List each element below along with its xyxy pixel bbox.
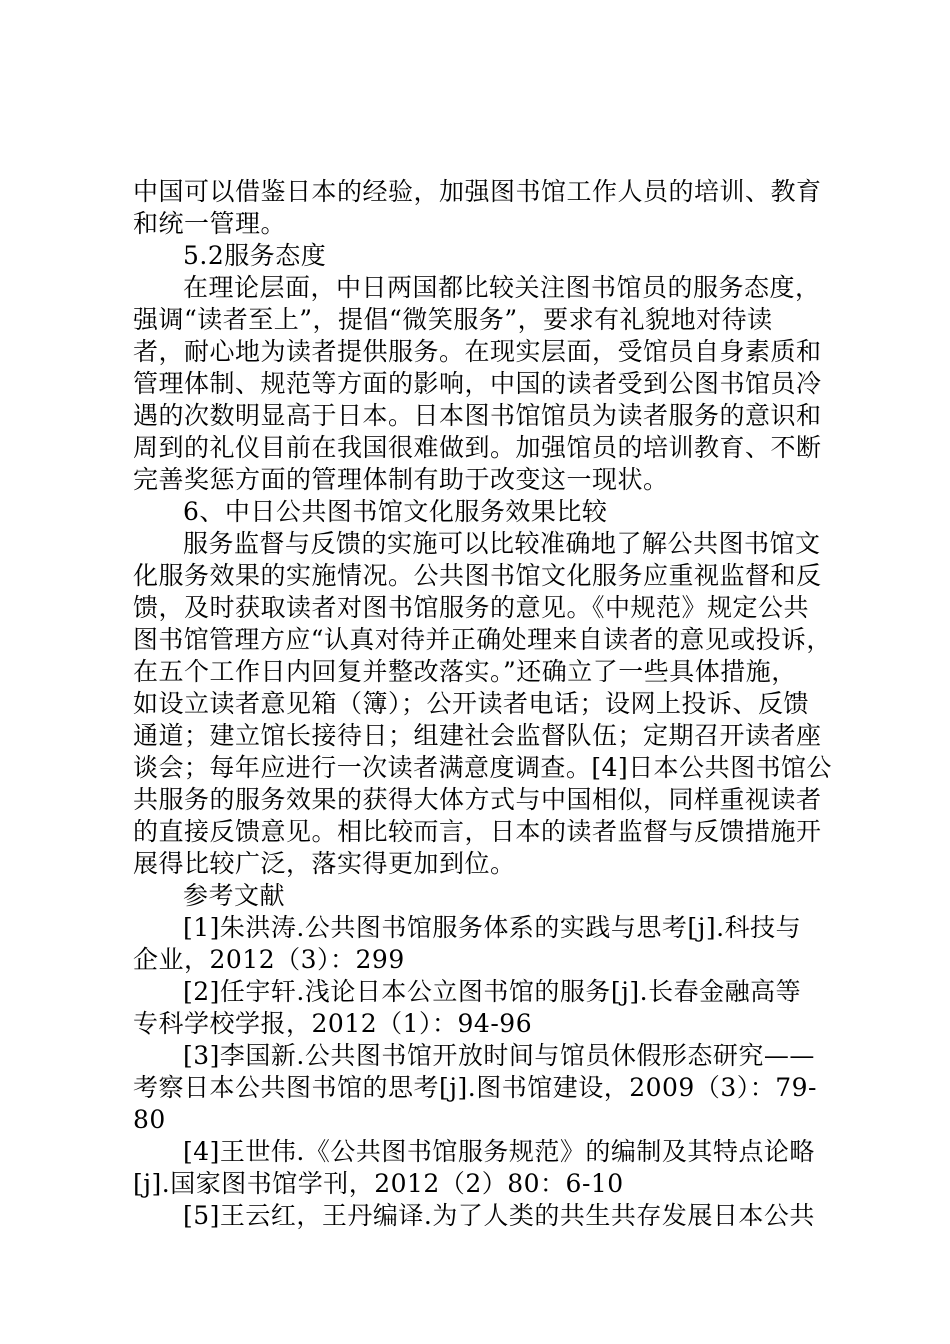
text-line: 和统一管理。 — [133, 209, 287, 238]
text-line: 服务监督与反馈的实施可以比较准确地了解公共图书馆文 — [183, 529, 821, 558]
text-line: 通道；建立馆长接待日；组建社会监督队伍；定期召开读者座 — [133, 721, 822, 750]
text-line: 者，耐心地为读者提供服务。在现实层面，受馆员自身素质和 — [133, 337, 822, 366]
text-line: 化服务效果的实施情况。公共图书馆文化服务应重视监督和反 — [133, 561, 822, 590]
section-heading: 5.2服务态度 — [183, 241, 327, 270]
references-heading: 参考文献 — [183, 881, 286, 910]
reference-line: 专科学校学报，2012（1）：94-96 — [133, 1009, 533, 1038]
reference-line: [j].国家图书馆学刊，2012（2）80：6-10 — [133, 1169, 624, 1198]
text-line: 图书馆管理方应“认真对待并正确处理来自读者的意见或投诉， — [133, 625, 832, 654]
text-line: 的直接反馈意见。相比较而言，日本的读者监督与反馈措施开 — [133, 817, 822, 846]
text-line: 在五个工作日内回复并整改落实。”还确立了一些具体措施， — [133, 657, 797, 686]
text-line: 谈会；每年应进行一次读者满意度调查。[4]日本公共图书馆公 — [133, 753, 832, 782]
reference-line: 80 — [133, 1105, 166, 1134]
text-line: 中国可以借鉴日本的经验，加强图书馆工作人员的培训、教育 — [133, 177, 822, 206]
reference-line: [4]王世伟.《公共图书馆服务规范》的编制及其特点论略 — [183, 1137, 815, 1166]
text-line: 遇的次数明显高于日本。日本图书馆馆员为读者服务的意识和 — [133, 401, 822, 430]
reference-line: 企业，2012（3）：299 — [133, 945, 405, 974]
text-line: 完善奖惩方面的管理体制有助于改变这一现状。 — [133, 465, 669, 494]
reference-line: [1]朱洪涛.公共图书馆服务体系的实践与思考[j].科技与 — [183, 913, 802, 942]
reference-line: 考察日本公共图书馆的思考[j].图书馆建设，2009（3）：79- — [133, 1073, 817, 1102]
text-line: 在理论层面，中日两国都比较关注图书馆员的服务态度， — [183, 273, 821, 302]
section-heading: 6、中日公共图书馆文化服务效果比较 — [183, 497, 608, 526]
text-line: 如设立读者意见箱（簿）；公开读者电话；设网上投诉、反馈 — [133, 689, 810, 718]
reference-line: [3]李国新.公共图书馆开放时间与馆员休假形态研究—— — [183, 1041, 815, 1070]
reference-line: [2]任宇轩.浅论日本公立图书馆的服务[j].长春金融高等 — [183, 977, 802, 1006]
text-line: 管理体制、规范等方面的影响，中国的读者受到公图书馆员冷 — [133, 369, 822, 398]
reference-line: [5]王云红，王丹编译.为了人类的共生共存发展日本公共 — [183, 1201, 815, 1230]
text-line: 共服务的服务效果的获得大体方式与中国相似，同样重视读者 — [133, 785, 822, 814]
text-line: 强调“读者至上”，提倡“微笑服务”，要求有礼貌地对待读 — [133, 305, 773, 334]
text-line: 展得比较广泛，落实得更加到位。 — [133, 849, 516, 878]
text-line: 馈，及时获取读者对图书馆服务的意见。《中规范》规定公共 — [133, 593, 810, 622]
text-line: 周到的礼仪目前在我国很难做到。加强馆员的培训教育、不断 — [133, 433, 822, 462]
